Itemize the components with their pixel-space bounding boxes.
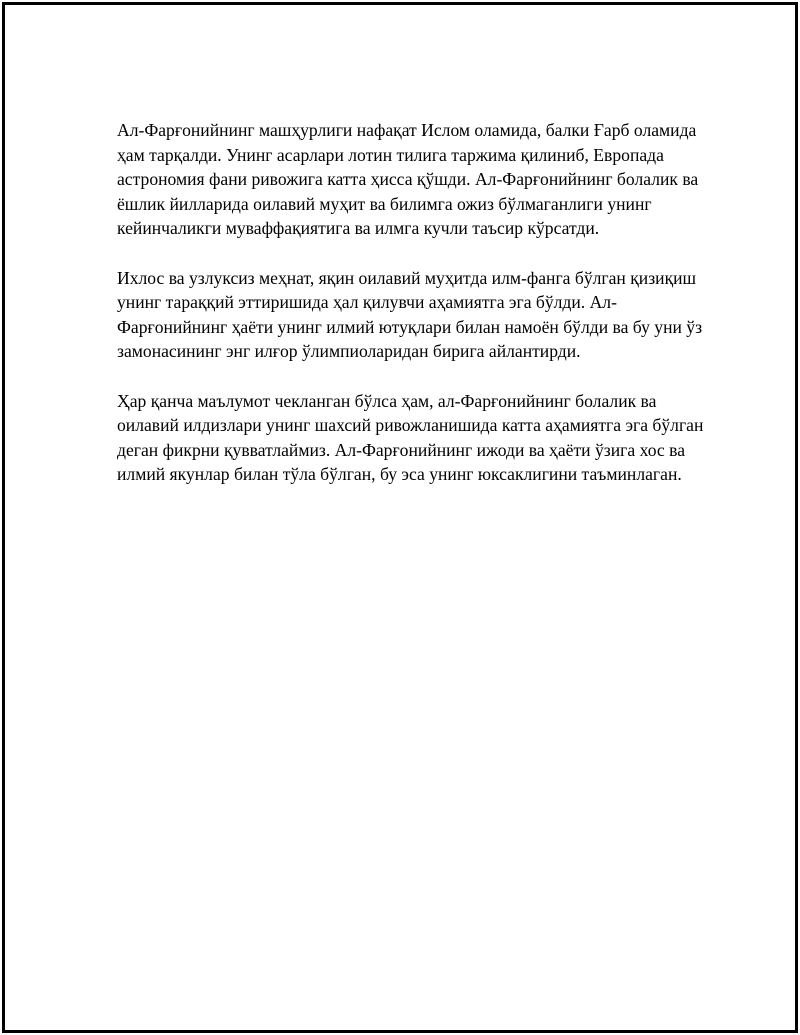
- document-body: [117, 118, 717, 487]
- paragraph-3: Ҳар қанча маълумот чекланган бўлса ҳам, ал-Фарғонийнинг болалик ва оилавий илдизлари унинг шахсий ривожланишида катта аҳамиятга эга бўлган деган фикрни қувватлаймиз. Ал-Фарғонийнинг ижоди ва ҳаёти ўзига хос ва илмий якунлар билан тўла бўлган, бу эса унинг юксаклигини таъминлаган.: [117, 390, 704, 485]
- paragraph-2: Ихлос ва узлуксиз меҳнат, яқин оилавий муҳитда илм-фанга бўлган қизиқиш унинг тараққий эттиришида ҳал қилувчи аҳамиятга эга бўлди. Ал-Фарғонийнинг ҳаёти унинг илмий ютуқлари билан намоён бўлди ва бу уни ўз замонасининг энг илғор ўлимпиоларидан бирига айлантирди.: [117, 267, 703, 362]
- paragraph-1: Ал-Фарғонийнинг машҳурлиги нафақат Ислом оламида, балки Ғарб оламида ҳам тарқалди. Унинг асарлари лотин тилига таржима қилиниб, Европада астрономия фани ривожига катта ҳисса қўшди. Ал-Фарғонийнинг болалик ва ёшлик йилларида оилавий муҳит ва билимга ожиз бўлмаганлиги унинг кейинчаликги муваффақиятига ва илмга кучли таъсир кўрсатди.: [117, 120, 699, 239]
